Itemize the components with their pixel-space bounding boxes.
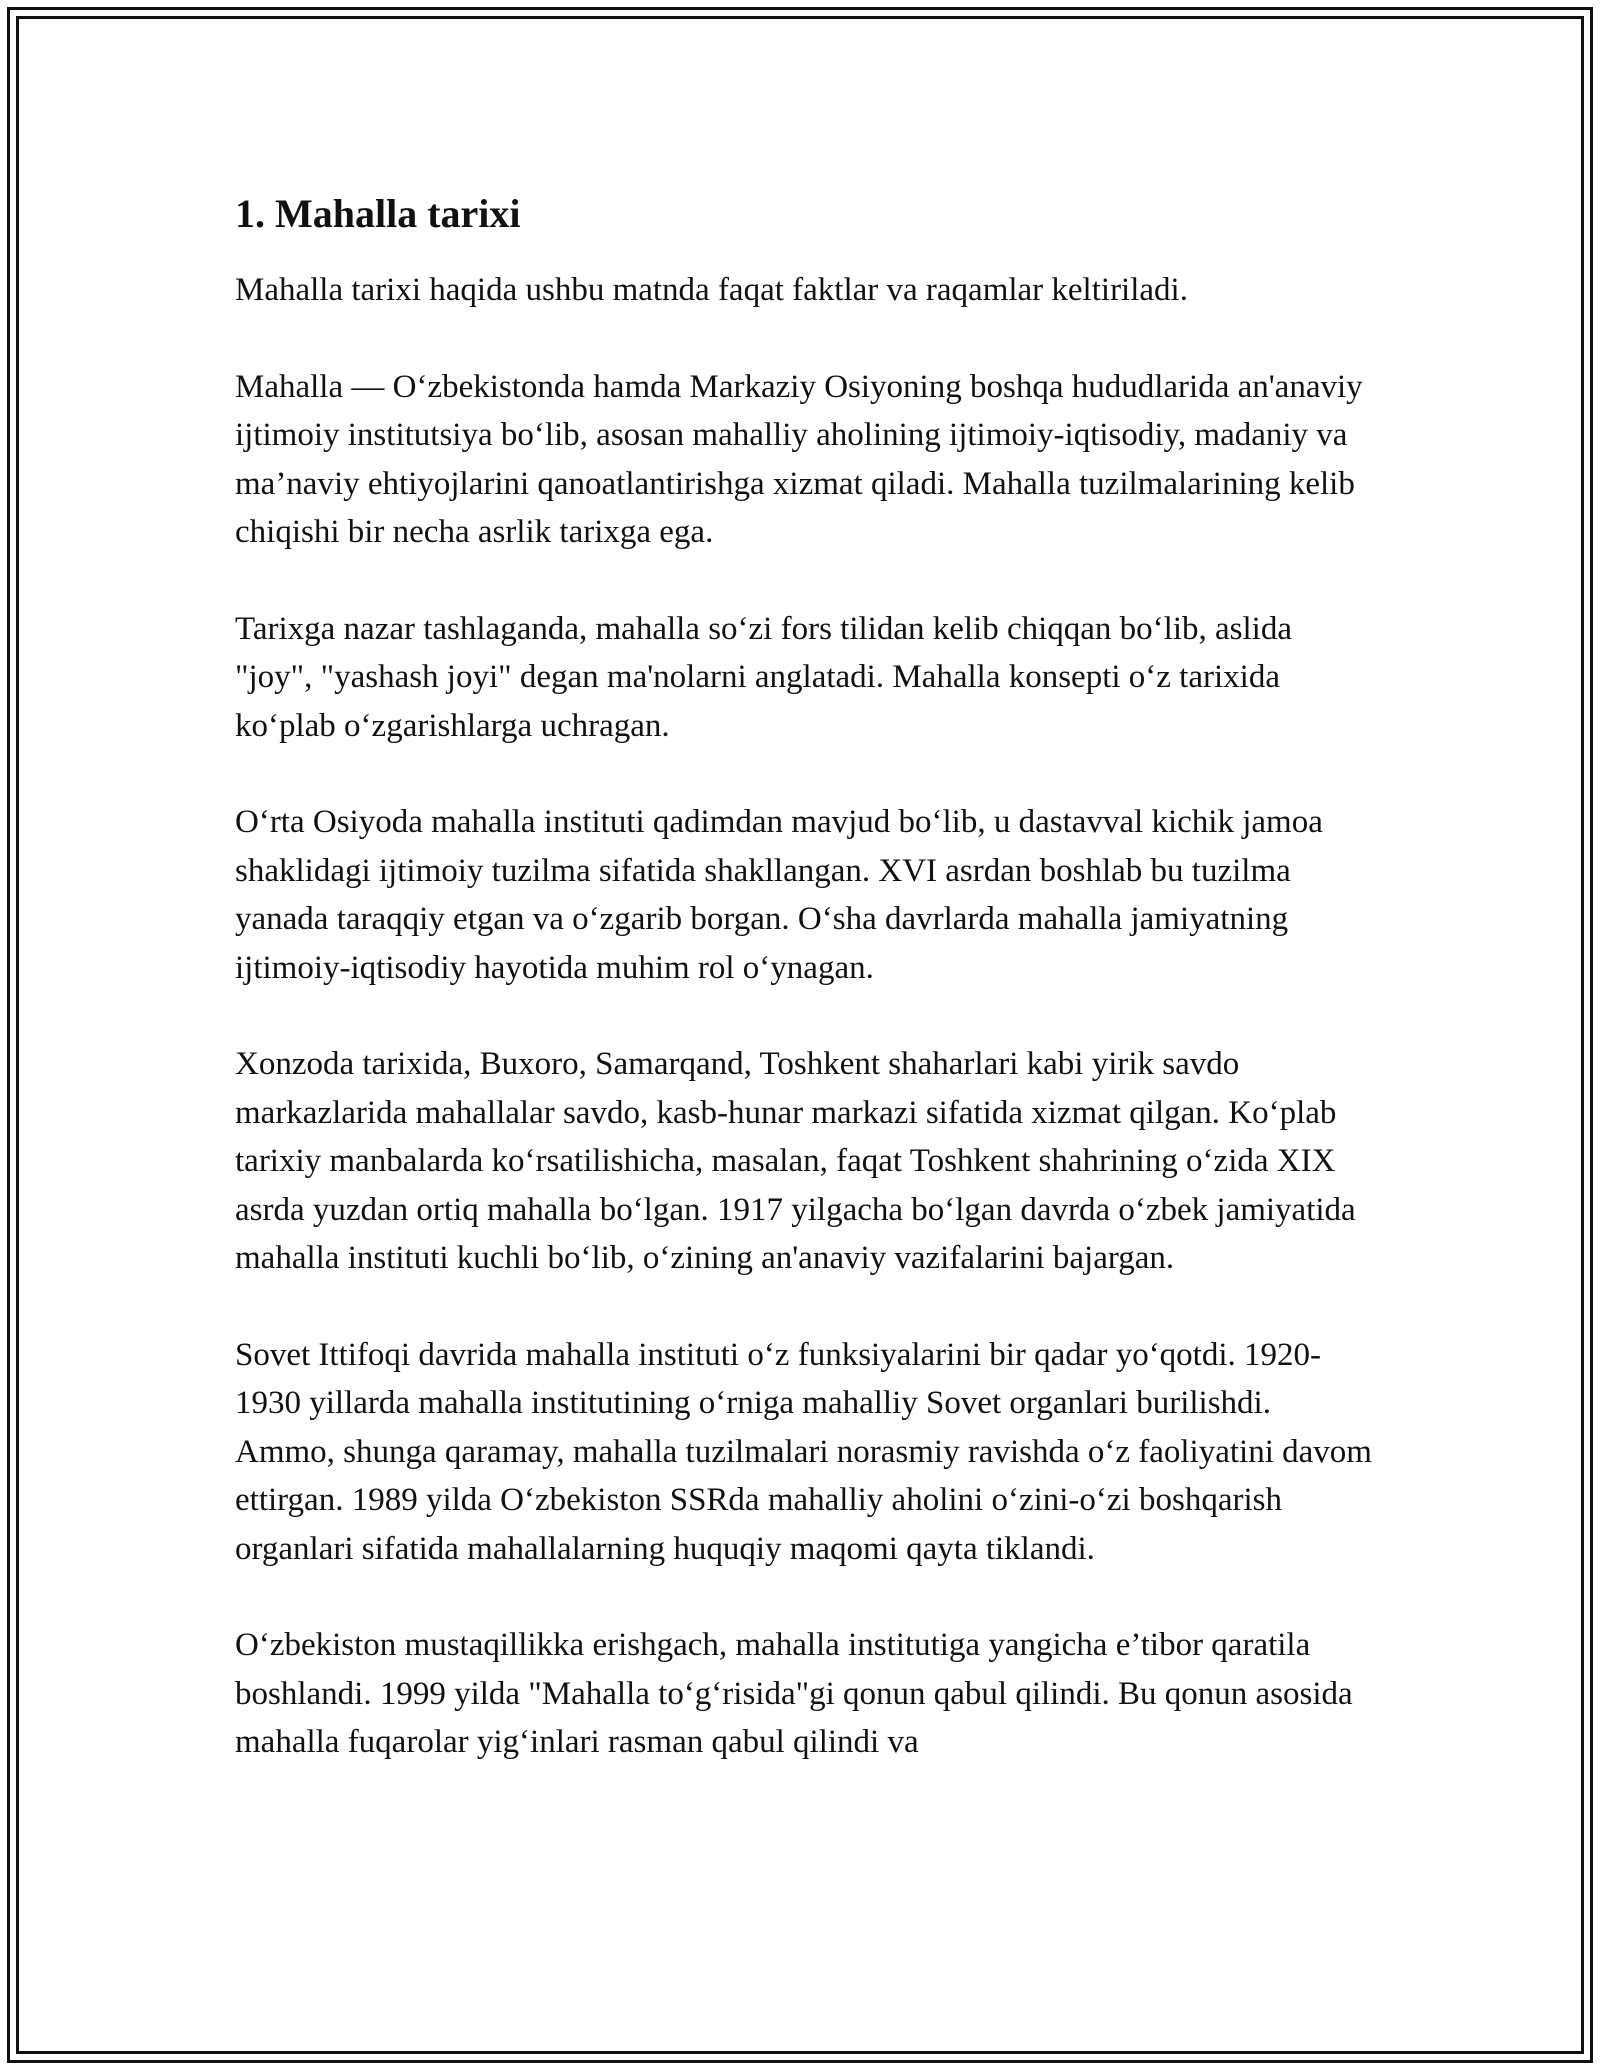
paragraph-intro: Mahalla tarixi haqida ushbu matnda faqat faktlar va raqamlar keltiriladi.	[235, 272, 1188, 308]
paragraph-independence: O‘zbekiston mustaqillikka erishgach, mahalla institutiga yangicha e’tibor qaratila boshlandi. 1999 yilda "Mahalla to‘g‘risida"gi qonun qabul qilindi. Bu qonun asosida mahalla fuqarolar yig‘inlari rasman qabul qilindi va	[235, 1627, 1353, 1760]
paragraph-trade-centers: Xonzoda tarixida, Buxoro, Samarqand, Toshkent shaharlari kabi yirik savdo markazlarida mahallalar savdo, kasb-hunar markazi sifatida xizmat qilgan. Ko‘plab tarixiy manbalarda ko‘rsatilishicha, masalan, faqat Toshkent shahrining o‘zida XIX asrda yuzdan ortiq mahalla bo‘lgan. 1917 yilgacha bo‘lgan davrda o‘zbek jamiyatida mahalla instituti kuchli bo‘lib, o‘zining an'anaviy vazifalarini bajargan.	[235, 1046, 1356, 1276]
paragraph-central-asia: O‘rta Osiyoda mahalla instituti qadimdan mavjud bo‘lib, u dastavval kichik jamoa shaklidagi ijtimoiy tuzilma sifatida shakllangan. XVI asrdan boshlab bu tuzilma yanada taraqqiy etgan va o‘zgarib borgan. O‘sha davrlarda mahalla jamiyatning ijtimoiy-iqtisodiy hayotida muhim rol o‘ynagan.	[235, 804, 1323, 986]
section-heading: 1. Mahalla tarixi	[235, 191, 521, 236]
paragraph-soviet-era: Sovet Ittifoqi davrida mahalla instituti o‘z funksiyalarini bir qadar yo‘qotdi. 1920-1930 yillarda mahalla institutining o‘rniga mahalliy Sovet organlari burilishdi. Ammo, shunga qaramay, mahalla tuzilmalari norasmiy ravishda o‘z faoliyatini davom ettirgan. 1989 yilda O‘zbekiston SSRda mahalliy aholini o‘zini-o‘zi boshqarish organlari sifatida mahallalarning huquqiy maqomi qayta tiklandi.	[235, 1336, 1372, 1567]
document-body	[235, 188, 1375, 1815]
paragraph-etymology: Tarixga nazar tashlaganda, mahalla so‘zi fors tilidan kelib chiqqan bo‘lib, aslida "joy", "yashash joyi" degan ma'nolarni anglatadi. Mahalla konsepti o‘z tarixida ko‘plab o‘zgarishlarga uchragan.	[235, 610, 1292, 744]
paragraph-definition: Mahalla — O‘zbekistonda hamda Markaziy Osiyoning boshqa hududlarida an'anaviy ijtimoiy institutsiya bo‘lib, asosan mahalliy aholining ijtimoiy-iqtisodiy, madaniy va ma’naviy ehtiyojlarini qanoatlantirishga xizmat qiladi. Mahalla tuzilmalarining kelib chiqishi bir necha asrlik tarixga ega.	[235, 368, 1363, 550]
